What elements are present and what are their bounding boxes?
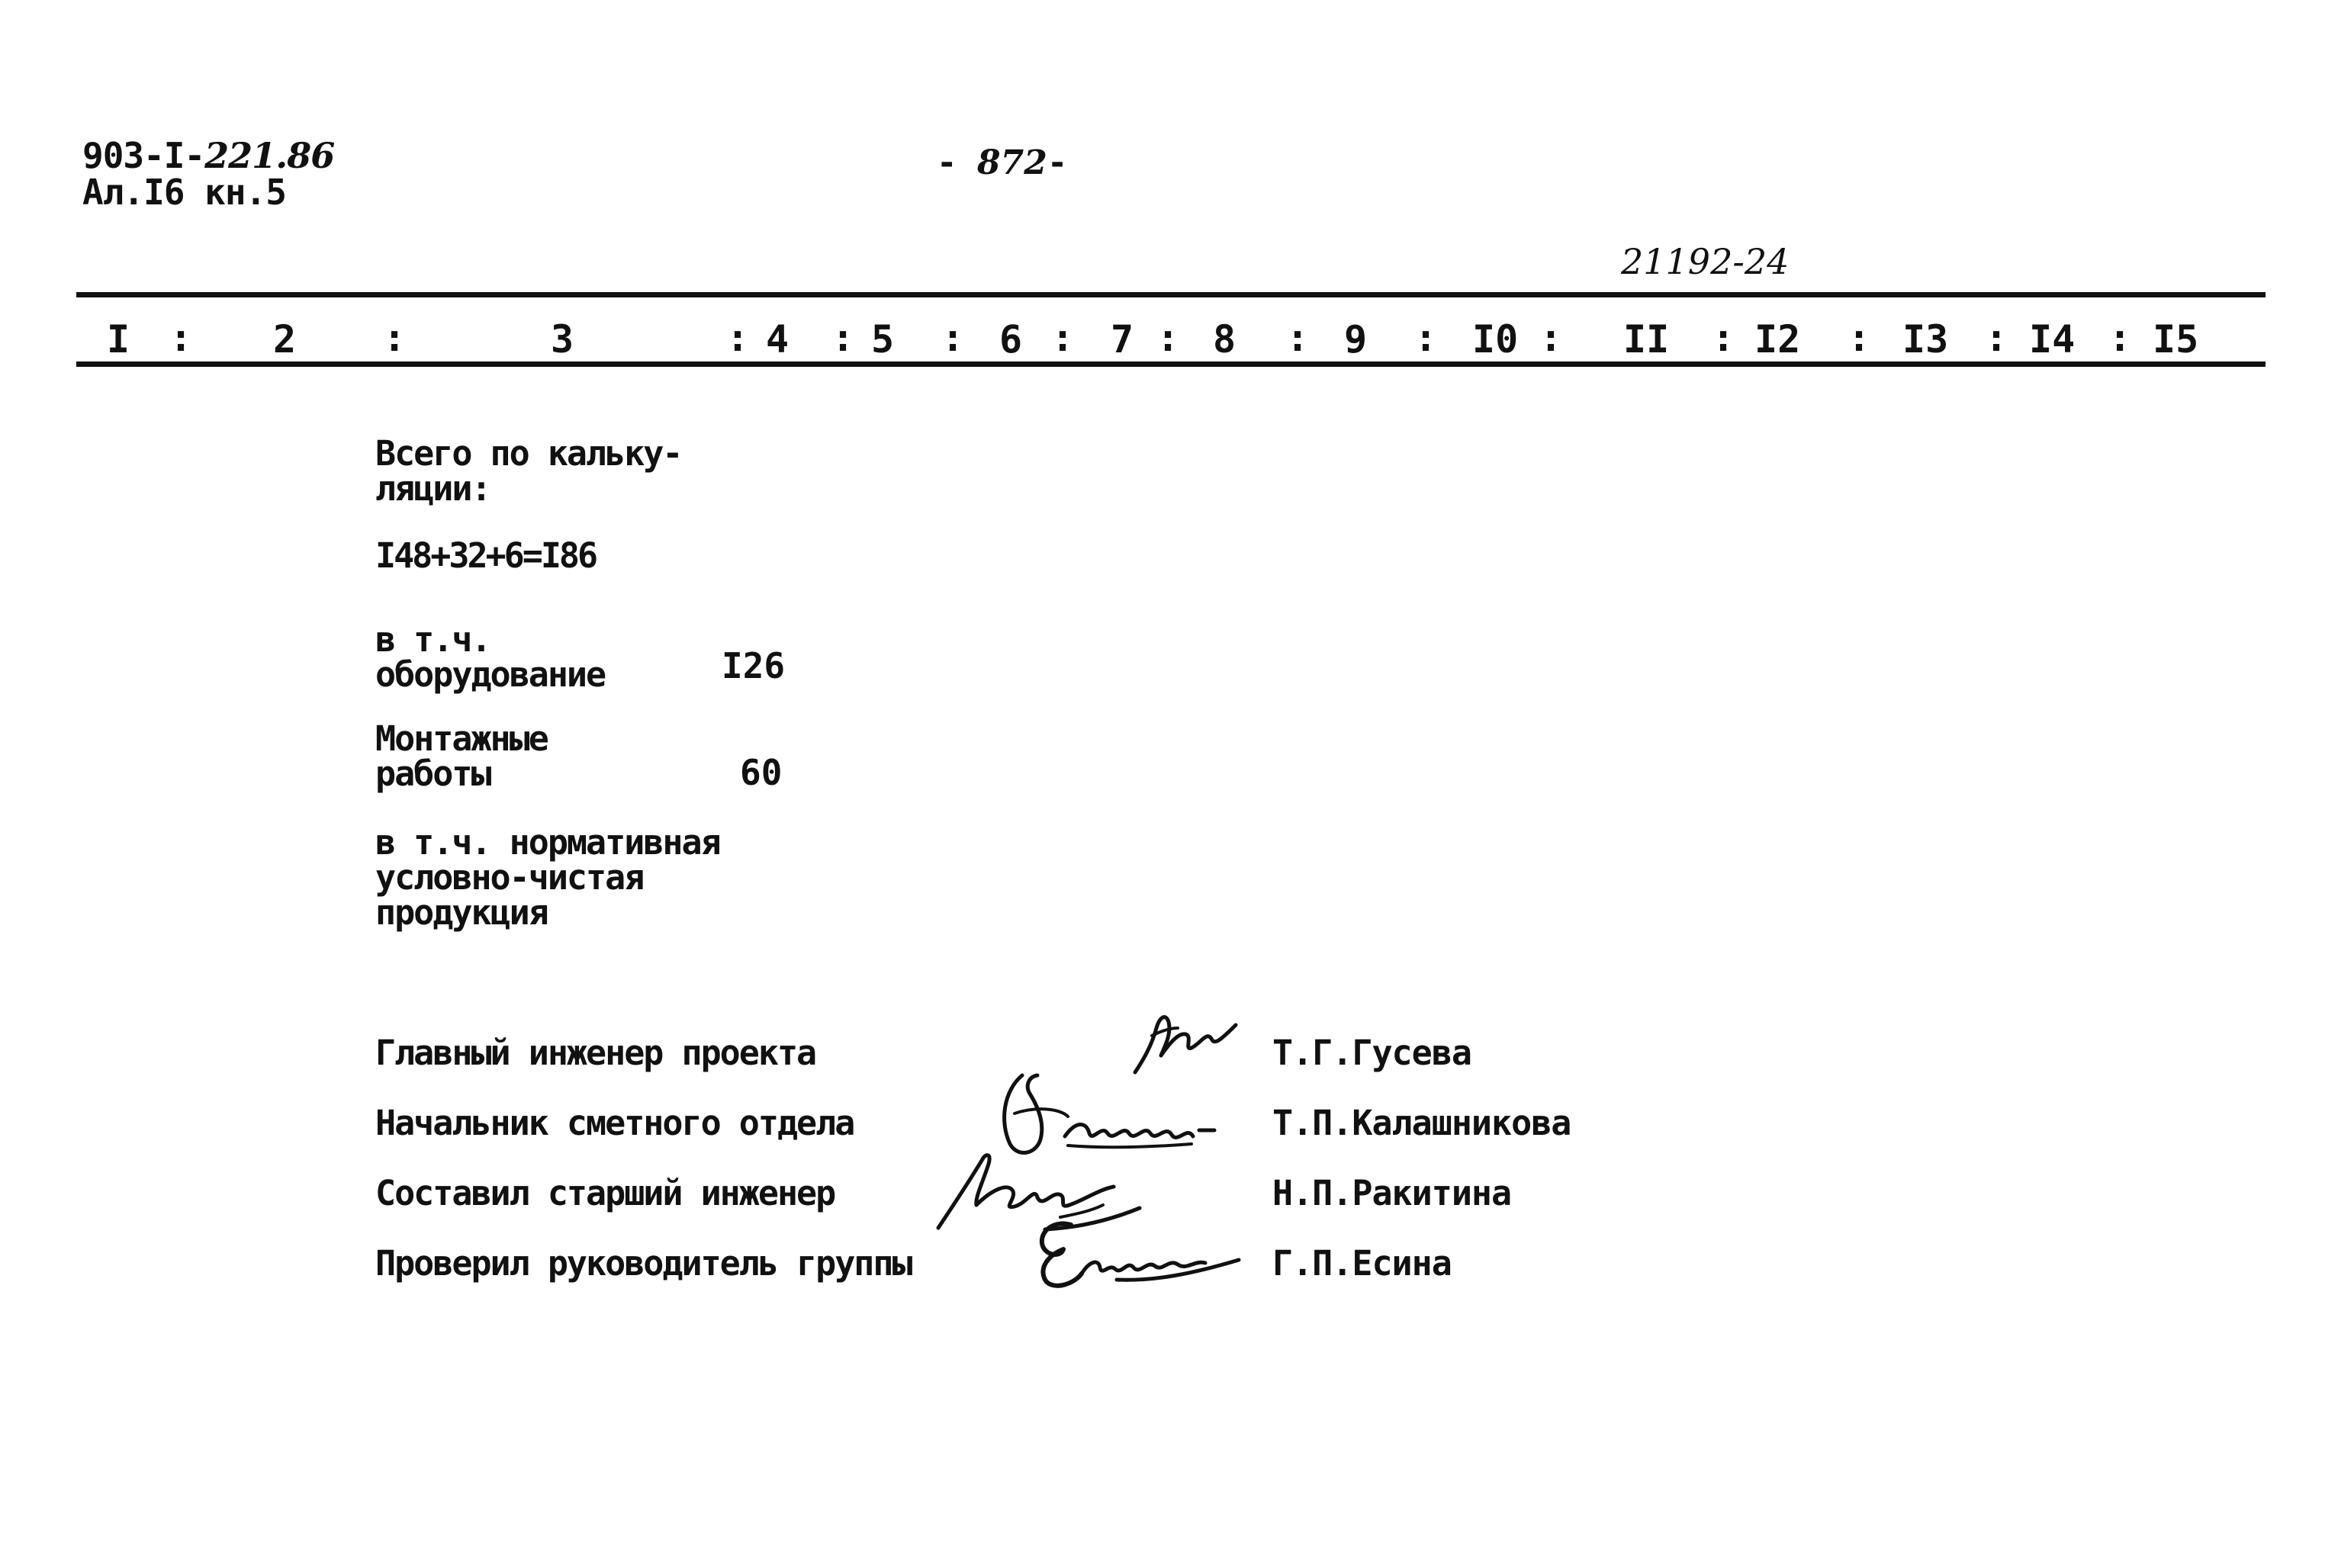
page-number-dash-right: - [1047, 143, 1068, 182]
installation-value: 60 [740, 752, 783, 793]
normative-production-line2: условно-чистая [375, 857, 644, 898]
equipment-label-line1: в т.ч. [375, 619, 490, 660]
page-number-value: 872 [977, 143, 1047, 182]
column-separator: : [2108, 316, 2132, 360]
signature-name-compiler: Н.П.Ракитина [1272, 1173, 1512, 1213]
column-header-12: I2 [1754, 317, 1801, 361]
installation-label-line1: Монтажные [375, 718, 548, 759]
signature-name-estimate-head: Т.П.Калашникова [1272, 1103, 1571, 1143]
page-number-dash-left: - [937, 143, 957, 182]
column-header-1: I [107, 317, 130, 361]
signature-title-chief-engineer: Главный инженер проекта [375, 1033, 816, 1073]
column-separator: : [1985, 316, 2008, 360]
column-separator: : [1848, 316, 1871, 360]
table-header-bottom-rule [76, 361, 2266, 367]
column-separator: : [831, 316, 855, 360]
document-number: 21192-24 [1621, 241, 1790, 282]
total-calculation-line1: Всего по кальку- [375, 433, 682, 474]
document-code-prefix: 903-I- [82, 135, 205, 176]
equipment-label [375, 619, 606, 695]
column-separator: : [169, 316, 193, 360]
column-header-3: 3 [551, 317, 574, 361]
column-separator: : [726, 316, 750, 360]
signature-title-group-lead: Проверил руководитель группы [375, 1243, 912, 1284]
column-separator: : [1286, 316, 1310, 360]
document-code-line1 [82, 137, 334, 174]
column-header-8: 8 [1213, 317, 1237, 361]
signature-title-estimate-head: Начальник сметного отдела [375, 1103, 854, 1143]
column-header-2: 2 [273, 317, 297, 361]
column-header-13: I3 [1902, 317, 1949, 361]
column-header-14: I4 [2029, 317, 2076, 361]
column-header-15: I5 [2153, 317, 2199, 361]
handwritten-signature-4 [1025, 1213, 1246, 1296]
document-code-handwritten: 221.86 [204, 135, 335, 176]
column-separator: : [1414, 316, 1438, 360]
signature-name-chief-engineer: Т.Г.Гусева [1272, 1033, 1471, 1073]
document-code [82, 135, 335, 213]
document-code-line2: Ал.I6 кн.5 [82, 172, 286, 213]
column-separator: : [1539, 316, 1563, 360]
column-separator: : [1051, 316, 1075, 360]
equipment-label-line2: оборудование [375, 654, 606, 695]
column-header-11: II [1623, 317, 1670, 361]
normative-production-label [375, 822, 720, 933]
column-separator: : [1712, 316, 1735, 360]
column-header-4: 4 [766, 317, 790, 361]
signature-title-compiler: Составил старший инженер [375, 1173, 835, 1213]
column-separator: : [941, 316, 965, 360]
column-separator: : [1156, 316, 1180, 360]
normative-production-line1: в т.ч. нормативная [375, 822, 720, 863]
total-formula: I48+32+6=I86 [375, 535, 597, 576]
column-header-5: 5 [871, 317, 895, 361]
total-calculation-line2: ляции: [375, 468, 490, 509]
total-calculation-label [375, 433, 682, 509]
column-separator: : [383, 316, 407, 360]
column-header-10: I0 [1472, 317, 1519, 361]
table-top-rule [76, 292, 2266, 297]
column-header-9: 9 [1344, 317, 1368, 361]
installation-label [375, 718, 548, 794]
column-header-7: 7 [1111, 317, 1134, 361]
normative-production-line3: продукция [375, 892, 548, 933]
column-header-6: 6 [999, 317, 1023, 361]
page-number [937, 145, 1067, 182]
installation-label-line2: работы [375, 753, 490, 794]
equipment-value: I26 [722, 645, 786, 686]
signature-name-group-lead: Г.П.Есина [1272, 1243, 1452, 1284]
